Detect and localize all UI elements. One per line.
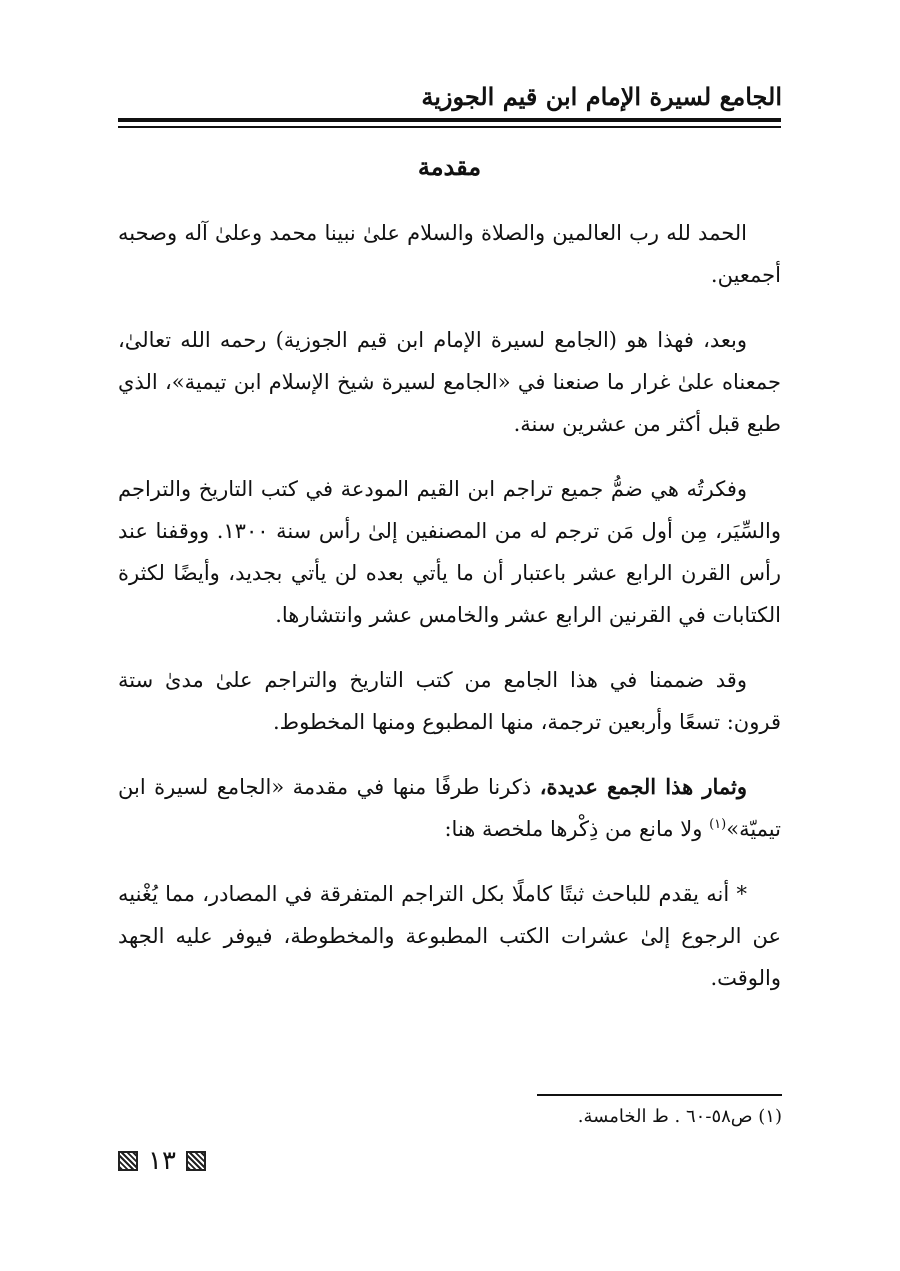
paragraph-5-end: ولا مانع من ذِكْرها ملخصة هنا: [444, 817, 710, 841]
header-rule-thin [118, 126, 781, 128]
running-header: الجامع لسيرة الإمام ابن قيم الجوزية [421, 82, 782, 111]
paragraph-2: وبعد، فهذا هو (الجامع لسيرة الإمام ابن قيم الجوزية) رحمه الله تعالىٰ، جمعناه علىٰ غرار ما صنعنا في «الجامع لسيرة شيخ الإسلام ابن تيمية»، الذي طبع قبل أكثر من عشرين سنة. [118, 328, 781, 436]
section-title: مقدمة [417, 152, 482, 181]
ornament-left-icon [118, 1151, 138, 1171]
paragraph-5 [118, 766, 781, 850]
paragraph-5-lead: وثمار هذا الجمع عديدة، [539, 774, 747, 799]
page-number: ١٣ [148, 1146, 176, 1176]
body-text [118, 212, 781, 1022]
footnote-rule [537, 1094, 782, 1096]
paragraph-6: * أنه يقدم للباحث ثبتًا كاملًا بكل التراجم المتفرقة في المصادر، مما يُغْنيه عن الرجوع إلىٰ عشرات الكتب المطبوعة والمخطوطة، فيوفر عليه الجهد والوقت. [118, 882, 781, 990]
header-rule-thick [118, 118, 781, 122]
paragraph-5-body: ذكرنا طرفًا منها في مقدمة «الجامع لسيرة ابن تيميّة» [118, 775, 781, 841]
page-number-block [118, 1146, 206, 1176]
footnote-reference[interactable]: (١) [709, 817, 727, 832]
paragraph-1: الحمد لله رب العالمين والصلاة والسلام علىٰ نبينا محمد وعلىٰ آله وصحبه أجمعين. [118, 221, 781, 287]
footnote: (١) ص٥٨-٦٠ . ط الخامسة. [577, 1106, 782, 1127]
ornament-right-icon [186, 1151, 206, 1171]
paragraph-3: وفكرتُه هي ضمُّ جميع تراجم ابن القيم المودعة في كتب التاريخ والتراجم والسِّيَر، مِن أول مَن ترجم له من المصنفين إلىٰ رأس سنة ١٣٠٠. ووقفنا عند رأس القرن الرابع عشر باعتبار أن ما يأتي بعده لن يأتي بجديد، وأيضًا لكثرة الكتابات في القرنين الرابع عشر والخامس عشر وانتشارها. [118, 477, 781, 627]
paragraph-4: وقد ضممنا في هذا الجامع من كتب التاريخ والتراجم علىٰ مدىٰ ستة قرون: تسعًا وأربعين ترجمة، منها المطبوع ومنها المخطوط. [118, 668, 781, 734]
